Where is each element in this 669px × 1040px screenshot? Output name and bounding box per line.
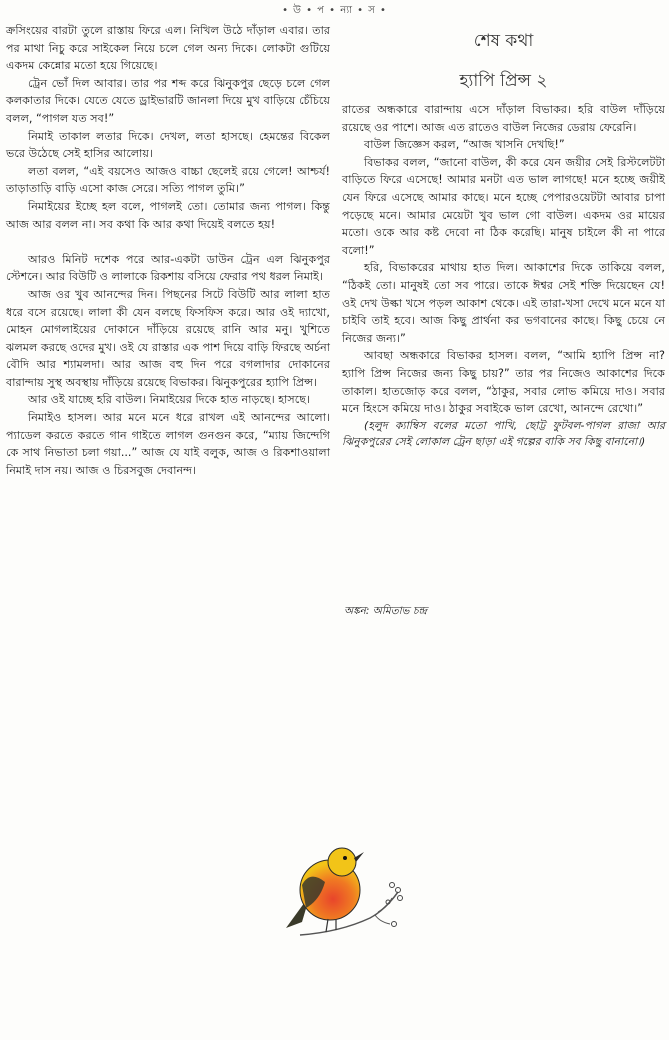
right-column: [342, 101, 665, 451]
title-block: [342, 28, 665, 96]
paragraph: আবছা অন্ধকারে বিভাকর হাসল। বলল, “আমি হ্যাপি প্রিন্স না? হ্যাপি প্রিন্স নিজের জন্য কিছু চায়?” তার পর নিজেও আকাশের দিকে তাকাল। হাতজোড় করে বলল, “ঠাকুর, সবার লোভ কমিয়ে দাও। সবার মনে হিংসে কমিয়ে দাও। ঠাকুর সবাইকে ভাল রেখো, আনন্দে রেখো।”: [342, 349, 665, 416]
paragraph: নিমাইও হাসল। আর মনে মনে ধরে রাখল এই আনন্দের আলো। প্যাডেল করতে করতে গান গাইতে লাগল গুনগুন করে, “ম্যায় জিন্দেগি কে সাথ নিভাতা চলা গয়া...” আজ যে যাই বলুক, আজ ও রিকশাওয়ালা নিমাই দাস নয়। আজ ও চিরসবুজ দেবানন্দ।: [6, 411, 330, 477]
illustration-credit: অঙ্কন: অমিতাভ চন্দ্র: [344, 605, 427, 617]
series-title: শেষ কথা: [473, 31, 534, 51]
author-note: (হলুদ ক্যাম্বিস বলের মতো পাখি, ছোট্ট ফুটবল-পাগল রাজা আর ঝিনুকপুরের সেই লোকাল ট্রেন ছাড়া এই গল্পের বাকি সব কিছু বানানো।): [342, 418, 665, 449]
paragraph: ট্রেন ভোঁ দিল আবার। তার পর শব্দ করে ঝিনুকপুর ছেড়ে চলে গেল কলকাতার দিকে। যেতে যেতে ড্রাইভারটি জানলা দিয়ে মুখ বাড়িয়ে চেঁচিয়ে বলল, “পাগল যত সব!”: [6, 76, 330, 125]
paragraph: আজ ওর খুব আনন্দের দিন। পিছনের সিটে বিউটি আর লালা হাত ধরে বসে রয়েছে। লালা কী যেন বলছে ফিসফিস করে। আর ওই দ্যাখো, মোহন মোগলাইয়ের দোকানে দাঁড়িয়ে রয়েছে রানি আর মনু। খুশিতে ঝলমল করছে ওদের মুখ। ওই যে রাস্তার এক পাশ দিয়ে বাড়ি ফিরছে অর্চনা বৌদি আর শ্যামলদা। আর আজ বহু দিন পরে বগলাদার দোকানের বারান্দায় সুস্থ অবস্থায় দাঁড়িয়ে রয়েছে বিভাকর। ঝিনুকপুরের হ্যাপি প্রিন্স।: [6, 287, 330, 389]
paragraph: বাউল জিজ্ঞেস করল, “আজ খাসনি দেখছি!”: [364, 138, 565, 152]
paragraph: নিমাইয়ের ইচ্ছে হল বলে, পাগলই তো। তোমার জন্য পাগল। কিন্তু আজ আর বলল না। সব কথা কি আর কথা দিয়েই বলতে হয়!: [6, 199, 330, 231]
section-break: [6, 233, 330, 251]
paragraph: ক্রসিংয়ের বারটা তুলে রাস্তায় ফিরে এল। নিখিল উঠে দাঁড়াল এবার। তার পর মাথা নিচু করে সাইকেল নিয়ে চলে গেল অন্য দিকে। লোকটা গুটিয়ে একদম কেন্নোর মতো হয়ে গিয়েছে।: [6, 24, 330, 73]
section-header: • উ • প • ন্যা • স •: [282, 5, 387, 16]
left-column: [6, 22, 330, 479]
bird-illustration: [280, 840, 410, 954]
paragraph: রাতের অন্ধকারে বারান্দায় এসে দাঁড়াল বিভাকর। হরি বাউল দাঁড়িয়ে রয়েছে ওর পাশে। আজ এত রাতেও বাউল নিজের ডেরায় ফেরেনি।: [342, 103, 665, 134]
paragraph: আরও মিনিট দশেক পরে আর-একটা ডাউন ট্রেন এল ঝিনুকপুর স্টেশনে। আর বিউটি ও লালাকে রিকশায় বসিয়ে ফেরার পথ ধরল নিমাই।: [6, 252, 330, 284]
paragraph: বিভাকর বলল, “জানো বাউল, কী করে যেন জয়ীর সেই রিস্টলেটটা বাড়িতে ফিরে এসেছে! আমার মনটা এত ভাল লাগছে! মনে হচ্ছে জয়ীই যেন ফিরে এসেছে আমার কাছে। মনে হচ্ছে পেপারওয়েটটা আবার চাপা পড়েছে মনে। আমার মেয়েটা খুব ভাল গো বাউল। একদম ওর মায়ের মতো। ওকে আর কষ্ট দেবো না ঠিক করেছি। মানুষ চাইলে কী না পারে বলো!”: [342, 155, 665, 257]
paragraph: হরি, বিভাকরের মাথায় হাত দিল। আকাশের দিকে তাকিয়ে বলল, “ঠিকই তো। মানুষই তো সব পারে। তাকে ঈশ্বর সেই শক্তি দিয়েছেন যে! ওই দেখ উল্কা খসে পড়ল আকাশ থেকে। এই তারা-খসা দেখে মনে মনে যা চাইবি তাই হবে। আজ কিছু প্রার্থনা কর ভগবানের কাছে। কিছু চেয়ে নে নিজের জন্য।”: [342, 261, 665, 345]
yellow-bird-on-branch-icon: [280, 840, 410, 950]
paragraph: নিমাই তাকাল লতার দিকে। দেখল, লতা হাসছে। হেমন্তের বিকেল ভরে উঠেছে সেই হাসির আলোয়।: [6, 129, 330, 161]
article-title: হ্যাপি প্রিন্স ২: [459, 71, 548, 91]
paragraph: আর ওই যাচ্ছে হরি বাউল। নিমাইয়ের দিকে হাত নাড়ছে। হাসছে।: [28, 393, 311, 407]
paragraph: লতা বলল, “এই বয়সেও আজও বাচ্চা ছেলেই রয়ে গেলে! আশ্চর্য! তাড়াতাড়ি বাড়ি এসো কাজ সেরে। সত্যি পাগল তুমি।”: [6, 164, 330, 196]
